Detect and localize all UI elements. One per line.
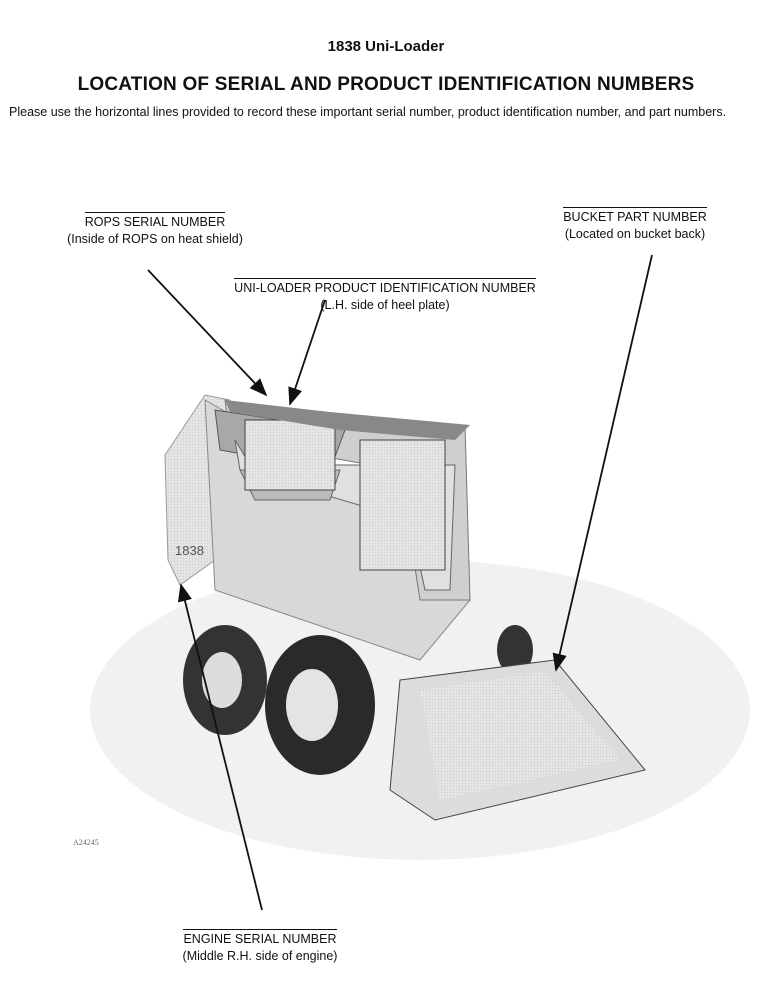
engine-serial-line[interactable]: ENGINE SERIAL NUMBER (183, 929, 336, 948)
model-heading: 1838 Uni-Loader (327, 38, 445, 55)
product-id-line[interactable]: UNI-LOADER PRODUCT IDENTIFICATION NUMBER (234, 278, 536, 297)
rops-serial-line[interactable]: ROPS SERIAL NUMBER (85, 212, 226, 231)
bucket-part-line[interactable]: BUCKET PART NUMBER (563, 207, 707, 226)
product-id-location: (L.H. side of heel plate) (320, 298, 450, 312)
figure-code: A24245 (73, 838, 99, 847)
bucket-location: (Located on bucket back) (564, 227, 706, 241)
rops-location: (Inside of ROPS on heat shield) (67, 232, 243, 246)
page-title: LOCATION OF SERIAL AND PRODUCT IDENTIFICATION NUMBERS (77, 74, 695, 95)
bucket-part-label (530, 207, 740, 243)
rops-serial-label (40, 212, 270, 248)
engine-serial-label (150, 929, 370, 965)
engine-location: (Middle R.H. side of engine) (182, 949, 338, 963)
decal-text: 1838 (175, 543, 204, 558)
pin-arrow (290, 300, 325, 404)
product-id-label (190, 278, 580, 314)
intro-text: Please use the horizontal lines provided to record these important serial number, product identification number, and part numbers. (9, 105, 727, 119)
